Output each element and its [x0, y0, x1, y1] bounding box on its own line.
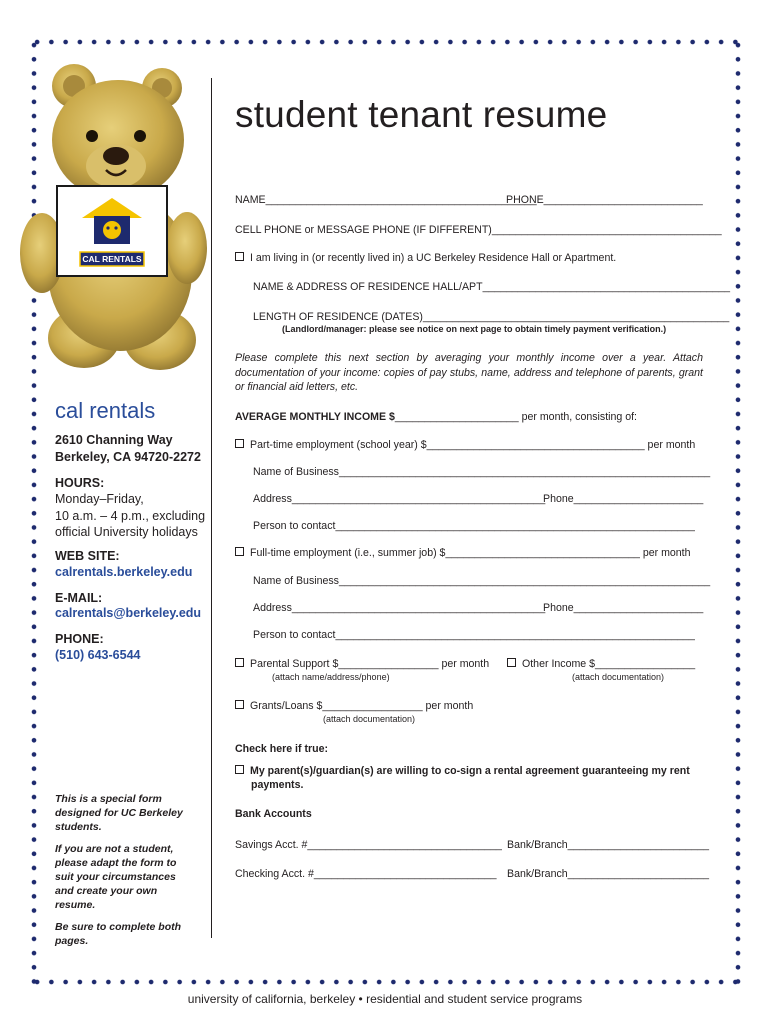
name-field[interactable]: NAME______________________________________________	[235, 194, 537, 206]
note-complete-pages: Be sure to complete both pages.	[55, 921, 182, 947]
other-income-note: (attach documentation)	[572, 672, 665, 682]
ft-business-field[interactable]: Name of Business_______________________________________________________________	[253, 575, 711, 587]
pt-contact-field[interactable]: Person to contact_____________________________________________________________	[253, 520, 695, 532]
ft-contact-field[interactable]: Person to contact_____________________________________________________________	[253, 629, 695, 641]
dotted-border-bottom	[30, 978, 742, 986]
cell-phone-field[interactable]: CELL PHONE or MESSAGE PHONE (IF DIFFERENT)_______________________________________	[235, 224, 722, 236]
avg-income-field[interactable]	[235, 411, 637, 423]
email-heading: E-MAIL:	[55, 591, 103, 605]
checkbox[interactable]	[235, 658, 244, 667]
savings-field[interactable]: Savings Acct. #_________________________________	[235, 839, 502, 851]
grants-field[interactable]: Grants/Loans $_________________ per month	[250, 700, 474, 712]
cosign-label-cont: payments.	[251, 779, 304, 791]
website-heading: WEB SITE:	[55, 549, 120, 563]
cosign-row	[235, 765, 690, 777]
brand-name: cal rentals	[55, 398, 156, 423]
checkbox[interactable]	[507, 658, 516, 667]
teddy-bear-mascot-icon	[12, 58, 212, 376]
parental-note: (attach name/address/phone)	[272, 672, 390, 682]
page-title: student tenant resume	[235, 94, 608, 135]
grants-note: (attach documentation)	[323, 714, 416, 724]
checkbox[interactable]	[235, 547, 244, 556]
office-address	[55, 432, 201, 466]
phone-heading: PHONE:	[55, 632, 104, 646]
savings-branch-field[interactable]: Bank/Branch________________________	[507, 839, 710, 851]
hours-line: Monday–Friday,	[55, 492, 144, 506]
checkbox[interactable]	[235, 439, 244, 448]
checkbox[interactable]	[235, 700, 244, 709]
checking-field[interactable]: Checking Acct. #_______________________________	[235, 868, 497, 880]
website-link[interactable]: calrentals.berkeley.edu	[55, 565, 193, 579]
landlord-note: (Landlord/manager: please see notice on next page to obtain timely payment verification.)	[282, 324, 667, 334]
cosign-label: My parent(s)/guardian(s) are willing to co-sign a rental agreement guaranteeing my rent	[250, 765, 690, 777]
bank-heading: Bank Accounts	[235, 808, 312, 820]
dotted-border-top	[30, 38, 742, 46]
svg-text:CAL RENTALS: CAL RENTALS	[82, 254, 142, 264]
address-line: 2610 Channing Way	[55, 433, 173, 447]
address-line: Berkeley, CA 94720-2272	[55, 450, 201, 464]
checkbox[interactable]	[235, 765, 244, 774]
part-time-field[interactable]: Part-time employment (school year) $_____________________________________ per month	[250, 439, 696, 451]
full-time-field[interactable]: Full-time employment (i.e., summer job) $_________________________________ per month	[250, 547, 691, 559]
checkbox[interactable]	[235, 252, 244, 261]
hours-line: 10 a.m. – 4 p.m., excluding	[55, 508, 206, 523]
pt-phone-field[interactable]: Phone______________________	[543, 493, 704, 505]
dotted-border-right	[734, 38, 742, 986]
hours-heading: HOURS:	[55, 476, 105, 490]
pt-business-field[interactable]: Name of Business_______________________________________________________________	[253, 466, 711, 478]
pt-address-field[interactable]: Address___________________________________________	[253, 493, 546, 505]
other-income-field[interactable]: Other Income $_________________	[522, 658, 696, 670]
avg-income-blank: _____________________ per month, consisting of:	[394, 411, 638, 423]
email-link[interactable]: calrentals@berkeley.edu	[55, 606, 202, 620]
residence-address-field[interactable]: NAME & ADDRESS OF RESIDENCE HALL/APT__________________________________________	[253, 281, 731, 293]
checking-branch-field[interactable]: Bank/Branch________________________	[507, 868, 710, 880]
instruction-paragraph: Please complete this next section by averaging your monthly income over a year. Attach documentation of your income: copies of pay stubs, name, address and telephone of parents, grant or financial aid letters, etc.	[235, 352, 703, 393]
hours-text	[55, 491, 205, 541]
residence-checkbox-row	[235, 252, 616, 264]
residence-checkbox-label: I am living in (or recently lived in) a UC Berkeley Residence Hall or Apartment.	[250, 252, 617, 264]
full-time-row	[235, 547, 691, 559]
grants-row	[235, 700, 473, 712]
residence-length-field[interactable]: LENGTH OF RESIDENCE (DATES)____________________________________________________	[253, 311, 730, 323]
ft-phone-field[interactable]: Phone______________________	[543, 602, 704, 614]
hours-line: official University holidays	[55, 525, 198, 539]
other-income-row	[507, 658, 695, 670]
page-footer: university of california, berkeley • residential and student service programs	[187, 992, 583, 1006]
note-special-form: This is a special form designed for UC Berkeley students.	[55, 793, 183, 833]
parental-support-row	[235, 658, 489, 670]
part-time-row	[235, 439, 695, 451]
avg-income-label: AVERAGE MONTHLY INCOME $	[235, 411, 395, 423]
check-heading: Check here if true:	[235, 743, 329, 755]
phone-number: (510) 643-6544	[55, 648, 141, 662]
parental-support-field[interactable]: Parental Support $_________________ per month	[250, 658, 490, 670]
ft-address-field[interactable]: Address___________________________________________	[253, 602, 546, 614]
note-not-student: If you are not a student, please adapt the form to suit your circumstances and create your own resume.	[55, 843, 177, 911]
phone-field[interactable]: PHONE___________________________	[506, 194, 703, 206]
